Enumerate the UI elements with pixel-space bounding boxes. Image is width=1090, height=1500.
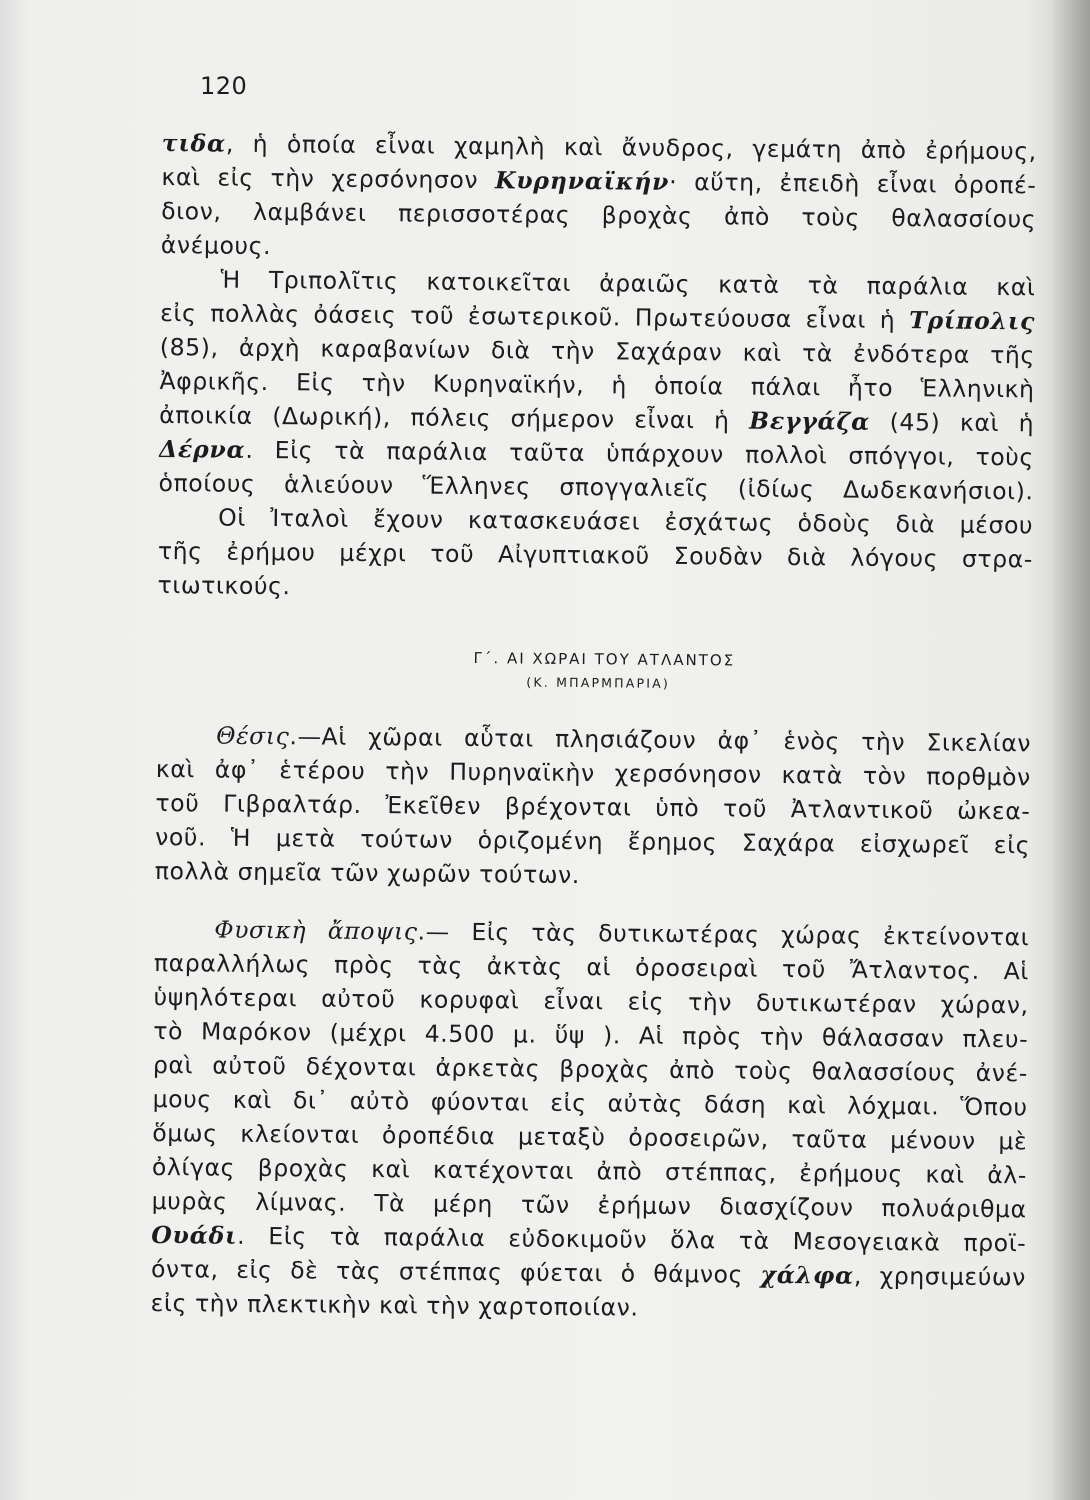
text-line: μους καὶ δι᾽ αὐτὸ φύονται εἰς αὐτὰς δάση καὶ λόχμαι. Ὅπου bbox=[152, 1084, 1028, 1122]
text-line: Ἡ Τριπολῖτις κατοικεῖται ἀραιῶς κατὰ τὰ παράλια καὶ bbox=[220, 265, 1036, 302]
text-line: τῆς ἐρήμου μέχρι τοῦ Αἰγυπτιακοῦ Σουδὰν διὰ λόγους στρα- bbox=[157, 536, 1034, 574]
text-line: Ἀφρικῆς. Εἰς τὴν Κυρηναϊκήν, ἡ ὁποία πάλαι ἦτο Ἑλληνικὴ bbox=[159, 366, 1035, 404]
italic-term: Θέσις bbox=[216, 721, 290, 751]
text-span: .—Αἱ χῶραι αὗται πλησιάζουν ἀφ᾽ ἑνὸς τὴν Σικελίαν bbox=[289, 722, 1032, 758]
text-line: ἀνέμους. bbox=[160, 230, 272, 261]
book-spine-shadow bbox=[1050, 0, 1090, 1500]
bold-term: Δέρνα bbox=[158, 434, 246, 464]
bold-term: Κυρηναϊκήν bbox=[494, 166, 670, 196]
text-span: .— Εἰς τὰς δυτικωτέρας χώρας ἐκτείνονται bbox=[417, 917, 1030, 952]
italic-term: Φυσικὴ ἄποψις bbox=[214, 915, 418, 946]
text-span: όντα, εἰς δὲ τὰς στέππας φύεται ὁ θάμνος bbox=[150, 1254, 761, 1289]
bold-term: Ουάδι bbox=[151, 1220, 238, 1250]
page-body bbox=[151, 126, 1037, 1328]
text-line: πολλὰ σημεῖα τῶν χωρῶν τούτων. bbox=[154, 856, 581, 890]
bold-term: Τρίπολις bbox=[909, 306, 1036, 336]
text-line: Οἱ Ἰταλοὶ ἔχουν κατασκευάσει ἐσχάτως ὁδοὺς διὰ μέσου bbox=[218, 503, 1034, 540]
paragraph-position bbox=[155, 718, 1032, 896]
text-line: τιωτικούς. bbox=[157, 570, 291, 601]
bold-term: τιδα bbox=[161, 128, 227, 158]
paragraph-tripolitania bbox=[158, 262, 1035, 508]
text-line: παραλλήλως πρὸς τὰς ἀκτὰς αἱ ὀροσειραὶ τοῦ Ἄτλαντος. Αἱ bbox=[153, 948, 1030, 986]
text-line: (85), ἀρχὴ καραβανίων διὰ τὴν Σαχάραν καὶ τὰ ἐνδότερα τῆς bbox=[159, 332, 1035, 370]
text-line: καὶ ἀφ᾽ ἑτέρου τὴν Πυρηναϊκὴν χερσόνησον κατὰ τὸν πορθμὸν bbox=[155, 754, 1031, 792]
bold-term: χάλφα bbox=[760, 1260, 855, 1290]
text-span: · αὕτη, ἐπειδὴ εἶναι ὀροπέ- bbox=[669, 167, 1037, 200]
text-line: ραὶ αὐτοῦ δέχονται ἀρκετὰς βροχὰς ἀπὸ τοὺς θαλασσίους ἀνέ- bbox=[152, 1050, 1029, 1088]
paragraph-physical-aspect bbox=[151, 912, 1030, 1328]
text-span: εἰς πολλὰς ὀάσεις τοῦ ἐσωτερικοῦ. Πρωτεύουσα εἶναι ἡ bbox=[160, 298, 910, 335]
text-line: νοῦ. Ἡ μετὰ τούτων ὁριζομένη ἔρημος Σαχάρα εἰσχωρεῖ εἰς bbox=[155, 822, 1031, 860]
text-line: διον, λαμβάνει περισσοτέρας βροχὰς ἀπὸ τοὺς θαλασσίους bbox=[161, 196, 1037, 234]
text-line: τὸ Μαρόκον (μέχρι 4.500 μ. ὕψ ). Αἱ πρὸς τὴν θάλασσαν πλευ- bbox=[153, 1016, 1029, 1054]
text-line: ὁποίους ἁλιεύουν Ἕλληνες σπογγαλιεῖς (ἰδίως Δωδεκανήσιοι). bbox=[158, 468, 1034, 506]
text-line: ὑψηλότεραι αὐτοῦ κορυφαὶ εἶναι εἰς τὴν δυτικωτέραν χώραν, bbox=[153, 982, 1029, 1020]
page-number: 120 bbox=[200, 72, 248, 100]
text-line: τοῦ Γιβραλτάρ. Ἐκεῖθεν βρέχονται ὑπὸ τοῦ Ἀτλαντικοῦ ὠκεα- bbox=[155, 788, 1031, 826]
text-line: εἰς τὴν πλεκτικὴν καὶ τὴν χαρτοποιίαν. bbox=[150, 1288, 639, 1322]
text-span: (45) καὶ ἡ bbox=[869, 407, 1035, 438]
section-subheading: (Κ. ΜΠΑΡΜΠΑΡΙΑ) bbox=[526, 674, 671, 691]
text-span: , χρησιμεύων bbox=[853, 1261, 1027, 1292]
text-span: καὶ εἰς τὴν χερσόνησον bbox=[161, 162, 496, 195]
text-span: . Εἰς τὰ παράλια εὐδοκιμοῦν ὅλα τὰ Μεσογειακὰ προϊ- bbox=[237, 1221, 1027, 1258]
section-heading-block bbox=[156, 602, 1032, 726]
section-heading: Γ΄. ΑΙ ΧΩΡΑΙ ΤΟΥ ΑΤΛΑΝΤΟΣ bbox=[473, 649, 736, 670]
text-span: , ἡ ὁποία εἶναι χαμηλὴ καὶ ἄνυδρος, γεμάτη ἀπὸ ἐρήμους, bbox=[225, 129, 1037, 166]
paragraph-italian-roads bbox=[157, 500, 1033, 610]
paragraph-libya-desert bbox=[161, 126, 1037, 270]
text-span: . Εἰς τὰ παράλια ταῦτα ὑπάρχουν πολλοὶ σπόγγοι, τοὺς bbox=[245, 435, 1034, 472]
bold-term: Βεγγάζα bbox=[749, 406, 871, 436]
text-line: ὀλίγας βροχὰς καὶ κατέχονται ἀπὸ στέππας, ἐρήμους καὶ ἀλ- bbox=[151, 1152, 1028, 1190]
text-span: ἀποικία (Δωρική), πόλεις σήμερον εἶναι ἡ bbox=[159, 400, 750, 435]
text-line: μυρὰς λίμνας. Τὰ μέρη τῶν ἐρήμων διασχίζουν πολυάριθμα bbox=[151, 1186, 1027, 1224]
text-line: ὅμως κλείονται ὀροπέδια μεταξὺ ὀροσειρῶν, ταῦτα μένουν μὲ bbox=[152, 1118, 1028, 1156]
